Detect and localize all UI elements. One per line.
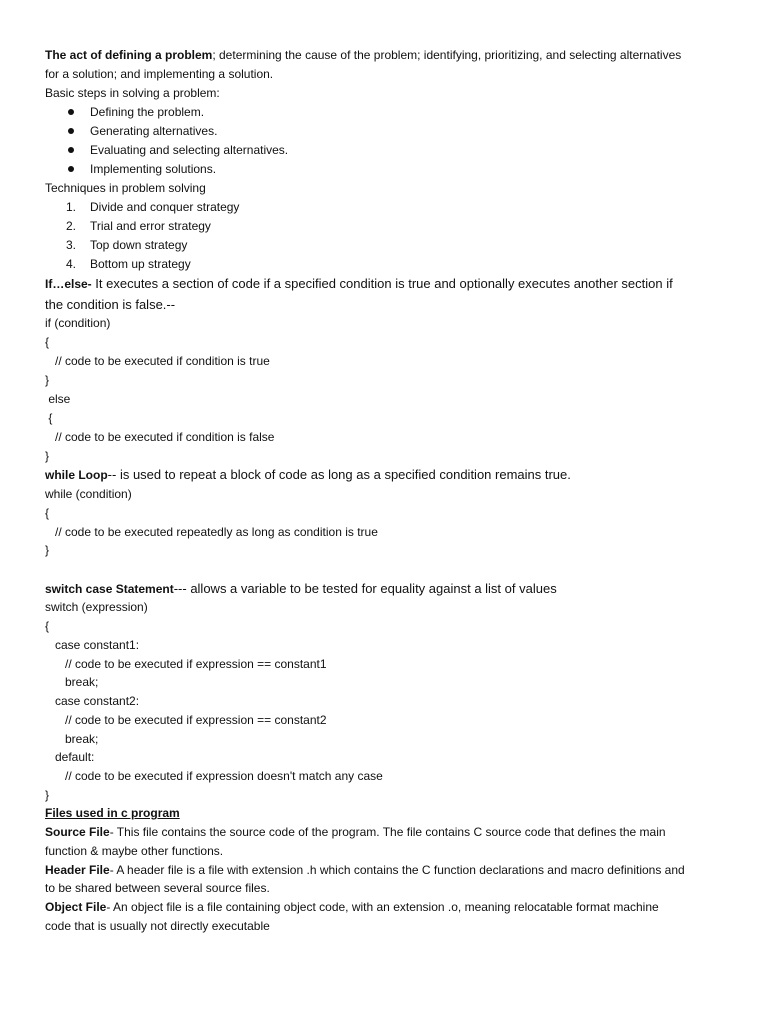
- technique-item: Trial and error strategy: [90, 219, 211, 233]
- technique-number: 1.: [66, 200, 77, 214]
- code-line: }: [45, 788, 50, 802]
- switch-title: switch case Statement: [45, 582, 174, 596]
- bullet-icon: [68, 147, 74, 153]
- technique-number: 4.: [66, 257, 77, 271]
- basic-step-item: Defining the problem.: [90, 105, 205, 119]
- code-line: switch (expression): [45, 600, 148, 614]
- header-file-text: - A header file is a file with extension .h which contains the C function declarations and macro definitions and: [109, 863, 685, 877]
- header-file-line-1: [45, 861, 685, 880]
- basic-step-item: Implementing solutions.: [90, 162, 217, 176]
- basic-step-item: Evaluating and selecting alternatives.: [90, 143, 289, 157]
- technique-item: Divide and conquer strategy: [90, 200, 240, 214]
- bullet-icon: [68, 109, 74, 115]
- code-line: case constant1:: [45, 638, 140, 652]
- source-file-line-1: [45, 823, 666, 842]
- code-line: }: [45, 373, 50, 387]
- switch-desc-text: --- allows a variable to be tested for equality against a list of values: [173, 581, 557, 596]
- technique-number: 2.: [66, 219, 77, 233]
- intro-line-2: for a solution; and implementing a solution.: [45, 67, 274, 81]
- bullet-icon: [68, 166, 74, 172]
- code-line: break;: [45, 675, 99, 689]
- while-desc-text: -- is used to repeat a block of code as long as a specified condition remains true.: [107, 467, 571, 482]
- code-line: {: [45, 506, 50, 520]
- source-file-line-2: function & maybe other functions.: [45, 844, 224, 858]
- basic-step-item: Generating alternatives.: [90, 124, 218, 138]
- bullet-icon: [68, 128, 74, 134]
- techniques-heading: Techniques in problem solving: [45, 181, 206, 195]
- code-line: }: [45, 543, 50, 557]
- technique-number: 3.: [66, 238, 77, 252]
- if-else-desc-2: the condition is false.--: [45, 297, 176, 312]
- object-file-text: - An object file is a file containing object code, with an extension .o, meaning relocatable format machine: [106, 900, 659, 914]
- code-line: if (condition): [45, 316, 111, 330]
- while-title: while Loop: [45, 468, 108, 482]
- if-else-title: If…else-: [45, 277, 92, 291]
- code-line: }: [45, 449, 50, 463]
- code-line: break;: [45, 732, 99, 746]
- code-line: // code to be executed repeatedly as long as condition is true: [45, 525, 378, 539]
- code-line: else: [45, 392, 71, 406]
- files-heading: Files used in c program: [45, 806, 180, 820]
- intro-bold: The act of defining a problem: [45, 48, 213, 62]
- intro-rest: ; determining the cause of the problem; identifying, prioritizing, and selecting alternatives: [212, 48, 682, 62]
- header-file-title: Header File: [45, 863, 110, 877]
- if-else-desc-text: It executes a section of code if a specified condition is true and optionally executes another section if: [91, 276, 673, 291]
- code-line: // code to be executed if expression == constant2: [45, 713, 327, 727]
- object-file-line-1: [45, 898, 659, 917]
- code-line: // code to be executed if expression == constant1: [45, 657, 327, 671]
- code-line: default:: [45, 750, 95, 764]
- while-desc: [45, 465, 571, 485]
- intro-line-1: [45, 46, 681, 65]
- source-file-title: Source File: [45, 825, 110, 839]
- technique-item: Top down strategy: [90, 238, 188, 252]
- code-line: // code to be executed if expression doesn't match any case: [45, 769, 383, 783]
- object-file-title: Object File: [45, 900, 107, 914]
- header-file-line-2: to be shared between several source files.: [45, 881, 270, 895]
- if-else-desc: [45, 274, 673, 294]
- source-file-text: - This file contains the source code of the program. The file contains C source code that defines the main: [109, 825, 666, 839]
- basic-steps-heading: Basic steps in solving a problem:: [45, 86, 220, 100]
- technique-item: Bottom up strategy: [90, 257, 191, 271]
- code-line: {: [45, 335, 50, 349]
- code-line: {: [45, 411, 53, 425]
- code-line: case constant2:: [45, 694, 140, 708]
- object-file-line-2: code that is usually not directly executable: [45, 919, 270, 933]
- switch-desc: [45, 579, 557, 599]
- code-line: while (condition): [45, 487, 132, 501]
- code-line: // code to be executed if condition is false: [45, 430, 275, 444]
- code-line: // code to be executed if condition is true: [45, 354, 270, 368]
- code-line: {: [45, 619, 50, 633]
